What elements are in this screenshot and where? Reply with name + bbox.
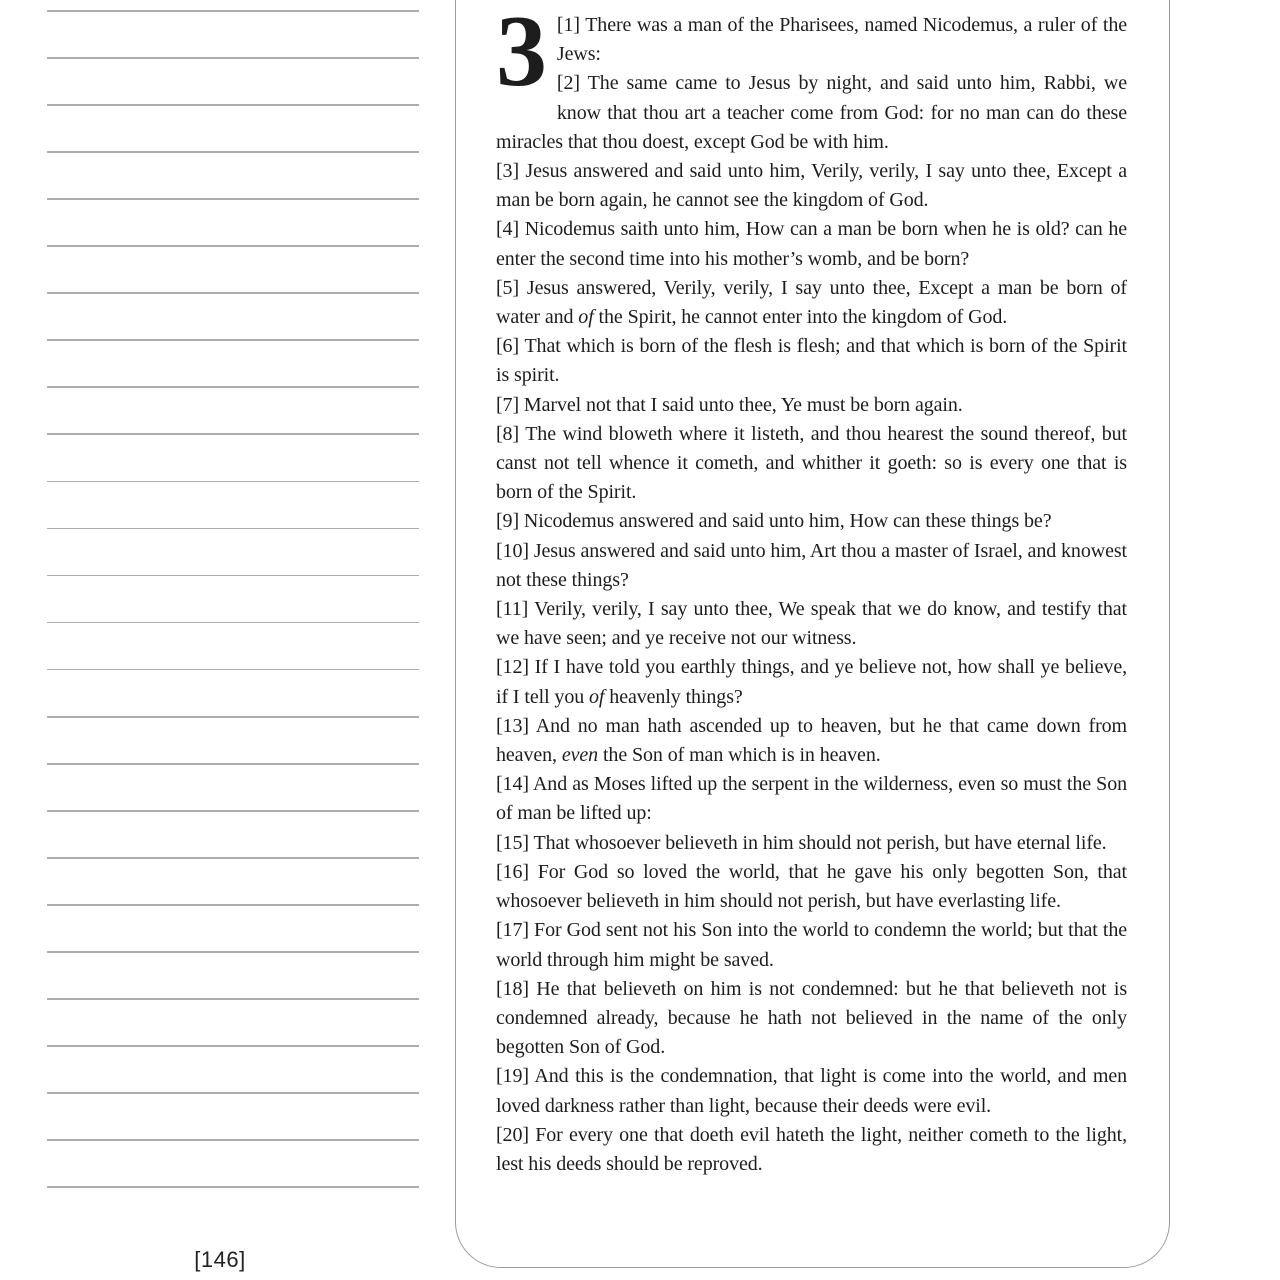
verse-number: [19] [496, 1065, 535, 1088]
ruled-line [47, 57, 419, 59]
verse-10 [496, 537, 1127, 595]
verse-number: [20] [496, 1123, 536, 1146]
verse-text: heavenly things? [604, 685, 743, 708]
verse-number: [7] [496, 393, 524, 416]
ruled-line [47, 151, 419, 153]
verse-text: For God sent not his Son into the world to condemn the world; but that the world through him might be saved. [496, 919, 1127, 971]
verse-text: And as Moses lifted up the serpent in the wilderness, even so must the Son of man be lifted up: [496, 773, 1128, 825]
verse-number: [13] [496, 714, 536, 737]
verse-number: [8] [496, 422, 526, 445]
verse-text: And this is the condemnation, that light is come into the world, and men loved darkness rather than light, because their deeds were evil. [496, 1065, 1128, 1117]
verse-number: [12] [496, 656, 535, 679]
ruled-line [47, 1139, 419, 1141]
scripture-text [456, 0, 1169, 1179]
verse-text: the Son of man which is in heaven. [598, 744, 881, 767]
ruled-line [47, 386, 419, 388]
verse-6 [496, 332, 1127, 390]
verse-19 [496, 1062, 1127, 1120]
verse-15 [496, 829, 1127, 858]
verse-9 [496, 507, 1127, 536]
ruled-line [47, 669, 419, 671]
ruled-line [47, 998, 419, 1000]
verse-number: [2] [556, 72, 588, 95]
ruled-line [47, 292, 419, 294]
verse-text: That whosoever believeth in him should not perish, but have eternal life. [533, 831, 1107, 854]
verse-text: He that believeth on him is not condemned: but he that believeth not is condemned already, because he hath not believed in the name of the only begotten Son of God. [496, 977, 1128, 1059]
ruled-line [47, 339, 419, 341]
verse-number: [6] [496, 335, 525, 358]
notes-panel [47, 10, 419, 1190]
verse-number: [5] [496, 276, 527, 299]
verse-text: For God so loved the world, that he gave his only begotten Son, that whosoever believeth in him should not perish, but have everlasting life. [496, 860, 1127, 913]
verse-3 [496, 157, 1127, 215]
verse-text: Jesus answered, Verily, verily, I say unto thee, Except a man be born of water and [496, 276, 1127, 329]
ruled-line [47, 104, 419, 106]
ruled-line [47, 481, 419, 483]
ruled-line [47, 716, 419, 718]
verse-1 [496, 11, 1127, 69]
verse-text: Nicodemus answered and said unto him, How can these things be? [523, 510, 1052, 533]
ruled-line [47, 810, 419, 812]
verse-number: [4] [496, 218, 525, 241]
verse-text: Nicodemus saith unto him, How can a man be born when he is old? can he enter the second time into his mother’s womb, and be born? [496, 218, 1127, 270]
verse-18 [496, 975, 1127, 1063]
verse-number: [9] [496, 510, 524, 533]
verse-text: That which is born of the flesh is flesh; and that which is born of the Spirit is spirit. [496, 335, 1128, 387]
page-number: [146] [194, 1247, 246, 1272]
verse-11 [496, 595, 1127, 653]
ruled-line [47, 528, 419, 530]
ruled-line [47, 622, 419, 624]
verse-text: the Spirit, he cannot enter into the kingdom of God. [593, 306, 1008, 329]
verse-8 [496, 420, 1127, 508]
verse-number: [11] [496, 598, 535, 621]
verse-text-italic: of [578, 306, 594, 329]
verse-number: [14] [496, 773, 533, 796]
verse-4 [496, 215, 1127, 273]
verse-text: Marvel not that I said unto thee, Ye must be born again. [523, 393, 963, 416]
ruled-line [47, 245, 419, 247]
verse-text: There was a man of the Pharisees, named Nicodemus, a ruler of the Jews: [556, 14, 1128, 66]
verse-text: Jesus answered and said unto him, Verily, verily, I say unto thee, Except a man be born again, he cannot see the kingdom of God. [496, 160, 1128, 212]
ruled-line [47, 1092, 419, 1094]
verse-2 [496, 69, 1127, 157]
verse-number: [18] [496, 977, 537, 1000]
verse-13 [496, 712, 1127, 770]
verse-text: The same came to Jesus by night, and said unto him, Rabbi, we know that thou art a teacher come from God: for no man can do these miracles that thou doest, except God be with him. [496, 72, 1128, 153]
verse-16 [496, 858, 1127, 916]
verse-text: The wind bloweth where it listeth, and thou hearest the sound thereof, but canst not tell whence it cometh, and whither it goeth: so is every one that is born of the Spirit. [496, 422, 1127, 504]
chapter-drop-cap: 3 [496, 0, 547, 108]
verse-number: [1] [556, 14, 586, 36]
ruled-line [47, 857, 419, 859]
verse-text: For every one that doeth evil hateth the light, neither cometh to the light, lest his deeds should be reproved. [496, 1123, 1127, 1175]
ruled-line [47, 763, 419, 765]
ruled-line [47, 951, 419, 953]
verse-5 [496, 274, 1127, 332]
verse-text: And no man hath ascended up to heaven, but he that came down from heaven, [496, 714, 1127, 767]
verse-text: If I have told you earthly things, and ye believe not, how shall ye believe, if I tell you [496, 656, 1127, 708]
ruled-line [47, 10, 419, 12]
verse-14 [496, 770, 1127, 828]
verse-text: Jesus answered and said unto him, Art thou a master of Israel, and knowest not these things? [496, 539, 1127, 591]
verse-number: [16] [496, 860, 538, 883]
verse-20 [496, 1121, 1127, 1179]
verse-number: [17] [496, 919, 535, 942]
verse-7 [496, 391, 1127, 420]
verse-text-italic: of [589, 685, 605, 708]
verse-12 [496, 653, 1127, 711]
verse-text-italic: even [561, 744, 599, 767]
verse-number: [10] [496, 539, 534, 562]
verse-17 [496, 916, 1127, 974]
ruled-line [47, 1045, 419, 1047]
ruled-line [47, 1186, 419, 1188]
ruled-line [47, 575, 419, 577]
ruled-line [47, 433, 419, 435]
ruled-line [47, 198, 419, 200]
verse-number: [15] [496, 831, 534, 854]
ruled-line [47, 904, 419, 906]
verse-number: [3] [496, 160, 526, 183]
verse-text: Verily, verily, I say unto thee, We speak that we do know, and testify that we have seen; and ye receive not our witness. [496, 598, 1128, 650]
scripture-card [455, 0, 1170, 1268]
